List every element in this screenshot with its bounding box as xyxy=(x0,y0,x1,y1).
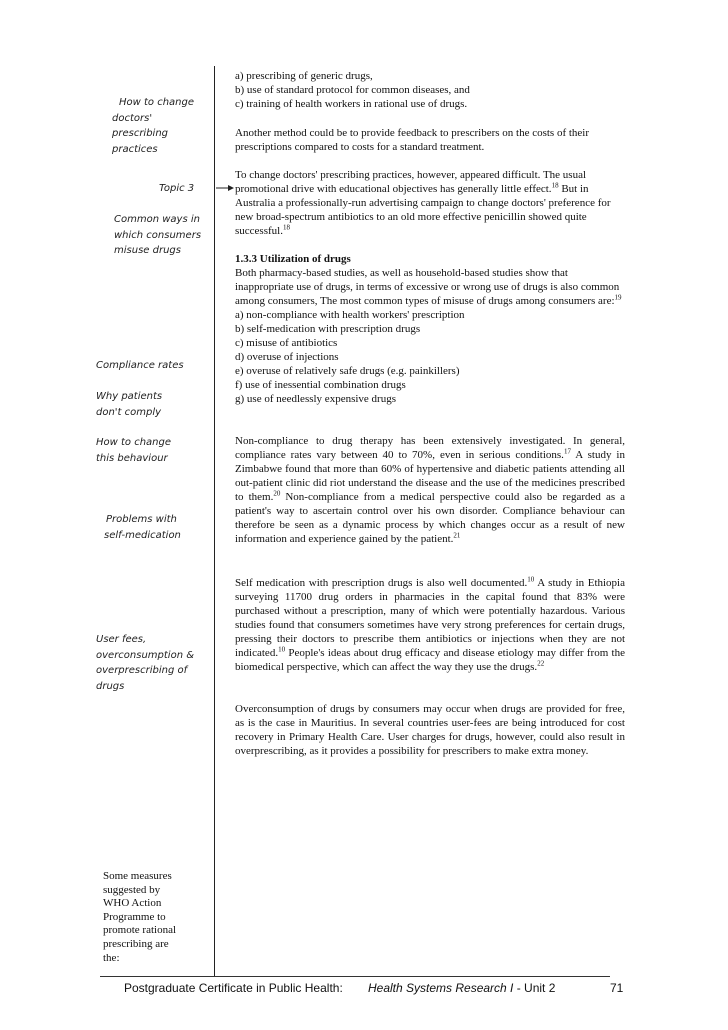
paragraph-change-practices: To change doctors' prescribing practices, however, appeared difficult. The usual promotional drive with educational objectives has generally little effect.$^{18}$ But in Australia a professionally-run advertising campaign to change doctors' preference for new broad-spectrum antibiotics to an old more effective penicillin showed quite successful.$^{18}$ xyxy=(235,169,611,237)
paragraph-non-compliance: Non-compliance to drug therapy has been extensively investigated. In general, compliance rates vary between 40 to 70%, even in serious conditions.$^{17}$ A study in Zimbabwe found that more than 60% of hypertensive and diabetic patients attending all out-patient clinic did riot understand the disease and the use of the medicines prescribed to them.$^{20}$ Non-compliance from a medical perspective could also be regarded as a patient's way to ascertain control over his own disorder. Compliance behaviour can therefore be seen as a dynamic process by which changes occur as a result of new information and experience gained by the patient.$^{21}$ xyxy=(235,435,626,545)
reference-18: 18 xyxy=(551,181,559,190)
list-prescribing-methods: a) prescribing of generic drugs, b) use of standard protocol for common diseases, and c) training of health workers in rational use of drugs. xyxy=(235,70,470,110)
reference-22: 22 xyxy=(537,659,545,668)
margin-note-user-fees: User fees, overconsumption & overprescribing of drugs xyxy=(96,634,195,692)
reference-10: 10 xyxy=(278,645,286,654)
column-divider xyxy=(214,66,215,976)
list-item: g) use of needlessly expensive drugs xyxy=(235,393,396,405)
footer-rule xyxy=(100,976,610,977)
reference-20: 20 xyxy=(273,489,281,498)
list-item: c) misuse of antibiotics xyxy=(235,337,338,349)
section-utilization: 1.3.3 Utilization of drugs Both pharmacy-based studies, as well as household-based studies show that inappropriate use of drugs, in terms of excessive or wrong use of drugs is also common among consumers, The most common types of misuse of drugs among consumers are:$^{19}$ a) non-compliance with health workers' prescription b) self-medication with prescription drugs c) misuse of antibiotics d) overuse of injections e) overuse of relatively safe drugs (e.g. painkillers) f) use of inessential combination drugs g) use of needlessly expensive drugs xyxy=(235,252,625,406)
reference-18: 18 xyxy=(282,223,290,232)
reference-21: 21 xyxy=(453,531,461,540)
list-item: a) non-compliance with health workers' prescription xyxy=(235,309,465,321)
margin-note-problems-self-medication: Problems with self-medication xyxy=(104,514,181,541)
arrow-right-icon xyxy=(216,183,234,193)
reference-17: 17 xyxy=(563,447,571,456)
footer-course-program: Postgraduate Certificate in Public Health: xyxy=(124,981,343,995)
paragraph-self-medication: Self medication with prescription drugs is also well documented.$^{10}$ A study in Ethiopia surveying 11700 drug orders in pharmacies in the capital found that 83% were purchased without a prescription, many of which were potentially hazardous. Various studies found that consumers sometimes have very strong preferences for certain drugs, pressing their doctors to prescribe them antibiotics or injections when they are not indicated.$^{10}$ People's ideas about drug efficacy and disease etiology may differ from the biomedical perspective, which can affect the way they use the drugs.$^{22}$ xyxy=(235,575,625,673)
reference-10: 10 xyxy=(527,575,535,584)
page-number: 71 xyxy=(610,981,624,995)
paragraph-overconsumption: Overconsumption of drugs by consumers may occur when drugs are provided for free, as is the case in Mauritius. In several countries user-fees are being introduced for cost recovery in Primary Health Care. User charges for drugs, however, could also result in overprescribing, as it provides a possibility for prescribers to make extra money. xyxy=(235,703,625,757)
margin-note-who-measures: Some measures suggested by WHO Action Programme to promote rational prescribing are the: xyxy=(103,870,177,964)
margin-note-common-ways: Common ways in which consumers misuse drugs xyxy=(114,214,202,256)
reference-19: 19 xyxy=(614,293,622,302)
footer-course-title: Health Systems Research I - Unit 2 xyxy=(368,981,556,995)
list-item: f) use of inessential combination drugs xyxy=(235,379,406,391)
list-item: e) overuse of relatively safe drugs (e.g. painkillers) xyxy=(235,365,460,377)
margin-note-compliance-rates: Compliance rates xyxy=(96,360,184,371)
section-heading: 1.3.3 Utilization of drugs xyxy=(235,253,351,265)
margin-note-why-patients: Why patients don't comply xyxy=(96,391,163,418)
margin-note-how-to-change-behaviour: How to change this behaviour xyxy=(96,437,172,464)
list-item: d) overuse of injections xyxy=(235,351,339,363)
margin-note-prescribing-practices: How to change doctors' prescribing practices xyxy=(112,97,195,155)
margin-note-topic3: Topic 3 xyxy=(159,183,195,194)
paragraph-feedback: Another method could be to provide feedback to prescribers on the costs of their prescriptions compared to costs for a standard treatment. xyxy=(235,127,590,153)
list-item: b) self-medication with prescription drugs xyxy=(235,323,421,335)
